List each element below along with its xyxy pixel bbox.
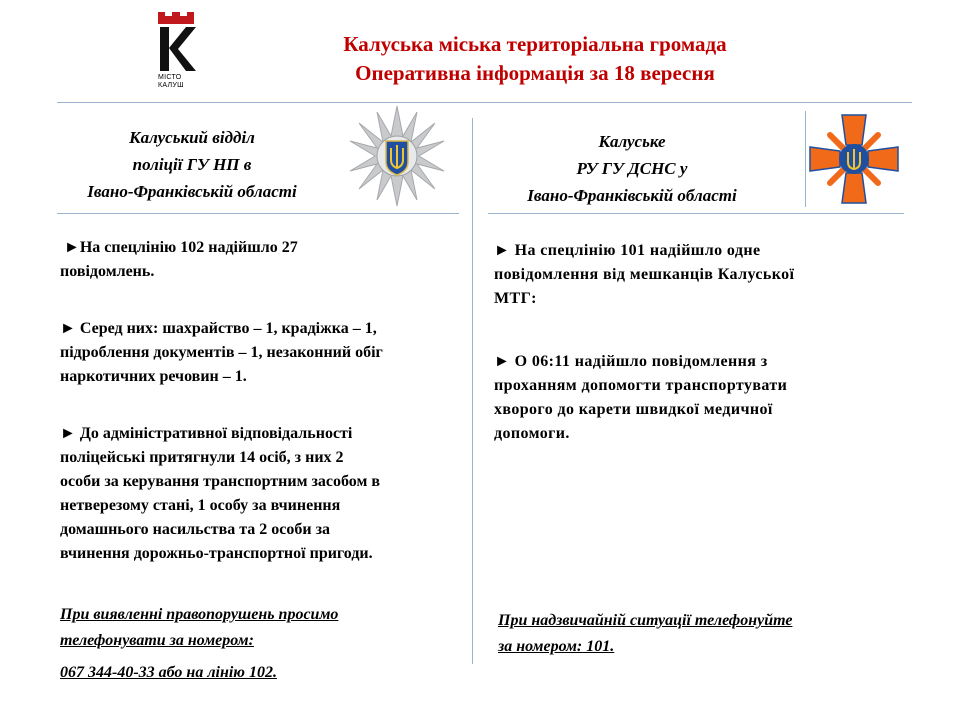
police-dept-line3: Івано-Франківській області bbox=[87, 182, 297, 201]
logo-caption-line1: МІСТО bbox=[158, 74, 182, 81]
dsns-dept-line2: РУ ГУ ДСНС у bbox=[576, 159, 688, 178]
right-p2-line4: допомоги. bbox=[494, 425, 570, 442]
left-p3-line1: ► До адміністративної відповідальності bbox=[60, 425, 353, 442]
logo-caption bbox=[158, 74, 198, 90]
right-footer-line2: за номером: 101. bbox=[498, 638, 615, 655]
column-divider bbox=[472, 118, 473, 664]
title-line1: Калуська міська територіальна громада bbox=[343, 32, 727, 56]
left-p2-line2: підроблення документів – 1, незаконний обіг bbox=[60, 344, 383, 361]
left-p1-line1: ►На спецлінію 102 надійшло 27 bbox=[64, 239, 298, 256]
top-divider bbox=[57, 102, 912, 103]
right-footer-contact bbox=[498, 608, 908, 660]
left-footer-phone: 067 344-40-33 або на лінію 102. bbox=[60, 664, 277, 681]
left-p3-line5: домашнього насильства та 2 особи за bbox=[60, 521, 331, 538]
left-p3-line3: особи за керування транспортним засобом в bbox=[60, 473, 381, 490]
right-footer-line1: При надзвичайній ситуації телефонуйте bbox=[498, 612, 793, 629]
police-dept-line1: Калуський відділ bbox=[129, 128, 255, 147]
left-paragraph-types bbox=[60, 317, 472, 389]
left-section-divider bbox=[57, 213, 459, 214]
page-title bbox=[240, 30, 830, 88]
left-p3-line4: нетверезому стані, 1 особу за вчинення bbox=[60, 497, 341, 514]
logo-caption-line2: КАЛУШ bbox=[158, 82, 184, 89]
left-paragraph-admin bbox=[60, 422, 472, 566]
right-paragraph-calls bbox=[494, 239, 894, 311]
left-p3-line2: поліцейські притягнули 14 осіб, з них 2 bbox=[60, 449, 344, 466]
right-p1-line1: ► На спецлінію 101 надійшло одне bbox=[494, 242, 761, 259]
right-p1-line3: МТГ: bbox=[494, 290, 537, 307]
dsns-dept-line1: Калуське bbox=[598, 132, 666, 151]
left-p2-line1: ► Серед них: шахрайство – 1, крадіжка – 1, bbox=[60, 320, 377, 337]
right-p2-line1: ► О 06:11 надійшло повідомлення з bbox=[494, 353, 768, 370]
dsns-dept-line3: Івано-Франківській області bbox=[527, 186, 737, 205]
right-p2-line3: хворого до карети швидкої медичної bbox=[494, 401, 773, 418]
left-paragraph-calls bbox=[60, 236, 460, 284]
left-footer-line2: телефонувати за номером: bbox=[60, 632, 254, 649]
right-p1-line2: повідомлення від мешканців Калуської bbox=[494, 266, 795, 283]
police-dept-line2: поліції ГУ НП в bbox=[132, 155, 252, 174]
right-section-divider bbox=[488, 213, 904, 214]
dsns-emblem-icon bbox=[805, 111, 902, 207]
kalush-logo-icon bbox=[156, 12, 196, 78]
right-paragraph-event bbox=[494, 350, 894, 446]
left-p2-line3: наркотичних речовин – 1. bbox=[60, 368, 247, 385]
left-p3-line6: вчинення дорожньо-транспортної пригоди. bbox=[60, 545, 373, 562]
left-footer-contact bbox=[60, 602, 460, 686]
left-p1-line2: повідомлень. bbox=[60, 263, 155, 280]
dsns-department-name bbox=[492, 128, 772, 209]
police-emblem-icon bbox=[345, 104, 449, 208]
right-p2-line2: проханням допомогти транспортувати bbox=[494, 377, 788, 394]
title-line2: Оперативна інформація за 18 вересня bbox=[355, 61, 715, 85]
left-footer-line1: При виявленні правопорушень просимо bbox=[60, 606, 339, 623]
police-department-name bbox=[52, 124, 332, 205]
